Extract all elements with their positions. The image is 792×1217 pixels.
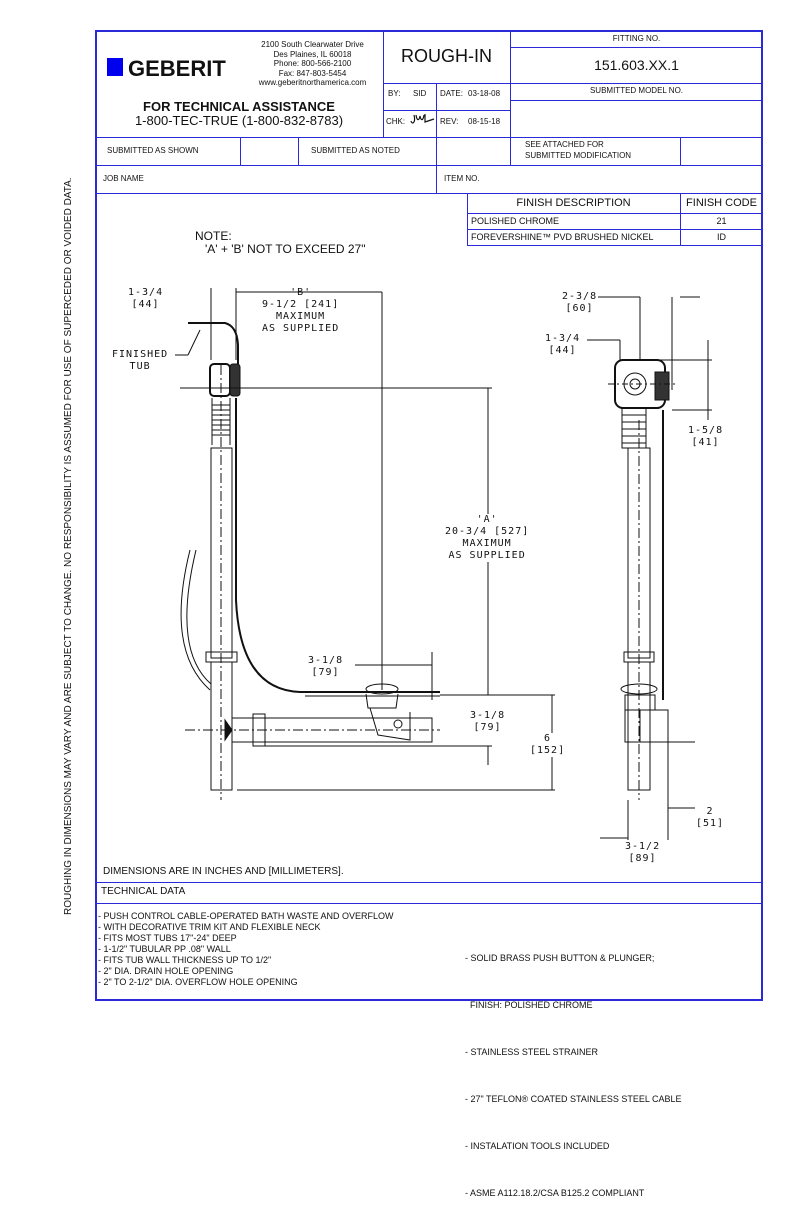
tech-item: FINISH: POLISHED CHROME (465, 1000, 593, 1010)
tech-item: - 2" TO 2-1/2" DIA. OVERFLOW HOLE OPENING (98, 977, 298, 987)
dim-3-1-8-vertical: 3-1/8 [79] (470, 710, 506, 733)
fitting-no-label: FITTING NO. (612, 34, 661, 43)
fax: Fax: 847-803-5454 (278, 68, 347, 78)
tech-item: - 27" TEFLON® COATED STAINLESS STEEL CABLE (465, 1094, 682, 1104)
note-title: NOTE: (195, 229, 232, 243)
chk-label: CHK: (386, 117, 406, 126)
rev-label: REV: (440, 117, 459, 126)
rev-value: 08-15-18 (468, 117, 501, 126)
tech-item: - STAINLESS STEEL STRAINER (465, 1047, 599, 1057)
submitted-as-shown: SUBMITTED AS SHOWN (107, 146, 199, 155)
finish-description-header: FINISH DESCRIPTION (516, 197, 631, 209)
date-value: 03-18-08 (468, 89, 501, 98)
dim-1-5-8: 1-5/8 [41] (688, 425, 724, 448)
tech-item: - FITS MOST TUBS 17"-24" DEEP (98, 933, 237, 943)
fitting-no-value: 151.603.XX.1 (594, 57, 679, 73)
finished-tub-label: FINISHED TUB (112, 349, 169, 372)
tech-list-right (465, 917, 682, 1217)
technical-data-title: TECHNICAL DATA (101, 886, 186, 897)
dim-3-1-2: 3-1/2 [89] (625, 841, 661, 864)
doc-type-title: ROUGH-IN (401, 46, 492, 66)
finish-code-header: FINISH CODE (686, 197, 757, 209)
finish-row-code: ID (717, 232, 726, 242)
submitted-as-shown-checkbox[interactable] (241, 138, 298, 165)
tech-item: - WITH DECORATIVE TRIM KIT AND FLEXIBLE NECK (98, 922, 321, 932)
dim-a: 'A' 20-3/4 [527] MAXIMUM AS SUPPLIED (445, 514, 530, 561)
tech-item: - SOLID BRASS PUSH BUTTON & PLUNGER; (465, 953, 655, 963)
address-line: 2100 South Clearwater Drive (261, 40, 364, 49)
by-label: BY: (388, 89, 401, 98)
tech-list-left (98, 911, 394, 988)
note-text: 'A' + 'B' NOT TO EXCEED 27" (205, 242, 366, 256)
address-line: Des Plaines, IL 60018 (273, 49, 352, 59)
dim-2-3-8: 2-3/8 [60] (562, 291, 598, 314)
checker-signature (410, 111, 435, 127)
tech-assistance-phone: 1-800-TEC-TRUE (1-800-832-8783) (134, 113, 344, 128)
dim-2: 2 [51] (696, 806, 725, 829)
geberit-logo-square (107, 58, 123, 76)
dim-1-3-4-side: 1-3/4 [44] (545, 333, 581, 356)
tech-item: - 1-1/2" TUBULAR PP .08" WALL (98, 944, 231, 954)
item-no-label[interactable]: ITEM NO. (444, 174, 480, 183)
submitted-model-label: SUBMITTED MODEL NO. (589, 86, 684, 95)
tech-item: - ASME A112.18.2/CSA B125.2 COMPLIANT (465, 1188, 645, 1198)
date-label: DATE: (440, 89, 463, 98)
dim-b: 'B' 9-1/2 [241] MAXIMUM AS SUPPLIED (262, 287, 340, 334)
submitted-as-noted-checkbox[interactable] (437, 138, 510, 165)
tech-item: - FITS TUB WALL THICKNESS UP TO 1/2" (98, 955, 272, 965)
tech-item: - INSTALATION TOOLS INCLUDED (465, 1141, 610, 1151)
disclaimer-side-note: ROUGHING IN DIMENSIONS MAY VARY AND ARE SUBJECT TO CHANGE. NO RESPONSIBILITY IS ASSUMED FOR USE OF SUPERCEDED OR VOIDED DATA. (63, 177, 74, 915)
phone: Phone: 800-566-2100 (273, 59, 352, 68)
tech-assistance-title: FOR TECHNICAL ASSISTANCE (143, 99, 335, 114)
modification-checkbox[interactable] (681, 138, 762, 165)
dimensions-note: DIMENSIONS ARE IN INCHES AND [MILLIMETERS]. (103, 866, 344, 877)
brand-logo: GEBERIT (128, 56, 226, 81)
dim-6: 6 [152] (530, 733, 566, 756)
finish-row-code: 21 (716, 216, 727, 226)
company-address (245, 40, 380, 88)
tech-item: - PUSH CONTROL CABLE-OPERATED BATH WASTE AND OVERFLOW (98, 911, 394, 921)
dim-1-3-4: 1-3/4 [44] (128, 287, 164, 310)
by-value: SID (413, 89, 427, 98)
see-attached-modification: SEE ATTACHED FOR SUBMITTED MODIFICATION (525, 140, 632, 160)
finish-row-desc: FOREVERSHINE™ PVD BRUSHED NICKEL (471, 232, 654, 242)
rough-in-drawing (95, 193, 763, 882)
website-link[interactable]: www.geberitnorthamerica.com (258, 78, 367, 87)
finish-row-desc: POLISHED CHROME (471, 216, 560, 226)
submitted-as-noted: SUBMITTED AS NOTED (311, 146, 400, 155)
side-view (587, 297, 712, 840)
tech-item: - 2" DIA. DRAIN HOLE OPENING (98, 966, 234, 976)
job-name-label[interactable]: JOB NAME (103, 174, 144, 183)
dim-3-1-8-horizontal: 3-1/8 [79] (308, 655, 344, 678)
